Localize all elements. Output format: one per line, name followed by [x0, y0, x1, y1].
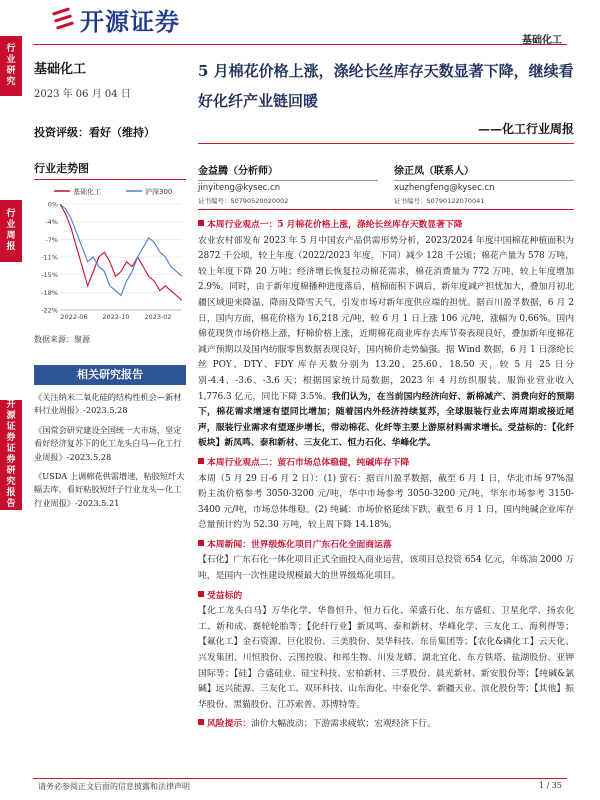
y-tick-label: -18% [41, 288, 58, 297]
bullet-icon [198, 719, 204, 725]
page-number: 1 / 35 [538, 781, 562, 790]
industry-title: 基础化工 [34, 62, 87, 77]
related-reports-list [34, 391, 186, 510]
side-strip-research: 行业研究 [0, 36, 22, 96]
investment-rating: 投资评级：看好（维持） [34, 126, 155, 139]
y-tick-label: -11% [41, 253, 58, 262]
analyst-2 [394, 162, 574, 205]
left-column [34, 58, 186, 516]
analyst-cert: 证书编号：S0790520020002 [198, 197, 289, 205]
series-line [60, 204, 182, 296]
report-title: 5 月棉花价格上涨，涤纶长丝库存天数显著下降，继续看好化纤产业链回暖 [198, 62, 574, 110]
side-strip-weekly: 行业周报 [0, 200, 22, 262]
footer-disclaimer: 请务必参阅正文后面的信息披露和法律声明 [38, 782, 190, 791]
legend-label: 沪深300 [145, 188, 173, 196]
x-tick-label: 2022-10 [102, 313, 130, 321]
logo-text: 开源证券 [80, 7, 180, 36]
trend-chart-title: 行业走势图 [34, 160, 186, 180]
section-1-conclusion: 我们认为，在当前国内经济向好、新棉减产、消费向好的预期下，棉花需求增速有望同比增加；随着国内外经济持续复苏，全球服装行业去库周期或接近尾声，服装行业需求有望逐步增长，带动棉花、化纤等主要上游原材料需求增长。受益标的：【化纤板块】新凤鸣、泰和新材、三友化工、恒力石化、华峰化学。 [198, 391, 574, 449]
section-4-body: 【化工龙头白马】万华化学、华鲁恒升、恒力石化、荣盛石化、东方盛虹、卫星化学、扬农化工、新和成、赛轮轮胎等；【化纤行业】新凤鸣、泰和新材、华峰化学、三友化工、海利得等；【氟化工】金石资源、巨化股份、三美股份、昊华科技、东岳集团等；【农化&磷化工】云天化、兴发集团、川恒股份、云图控股、和邦生物、川发龙蟒、湖北宜化、东方铁塔、盐湖股份、亚钾国际等；【硅】合盛硅业、硅宝科技、宏柏新材、三孚股份、晨光新材、新安股份等；【纯碱&氯碱】远兴能源、三友化工、双环科技、山东海化、中泰化学、新疆天业、滨化股份等；【其他】振华股份、黑猫股份、江苏索普、苏博特等。 [198, 606, 574, 710]
section-4-title: 受益标的 [198, 589, 574, 605]
data-source: 数据来源：聚源 [34, 335, 90, 344]
section-5-body: 油价大幅波动；下游需求疲软；宏观经济下行。 [251, 719, 436, 730]
analyst-1 [198, 162, 378, 205]
analyst-name: 徐正凤（联系人） [394, 166, 474, 177]
x-tick-label: 2022-06 [60, 313, 88, 321]
series-line [60, 204, 182, 300]
side-strip-brand: 开源证券 证券研究报告 [0, 400, 22, 510]
section-1-body: 农业农村部发布 2023 年 5 月中国农产品供需形势分析，2023/2024 年度中国棉花种植面积为 2872 千公顷，较上年度（2022/2023 年度，下同）减少 128 千公顷；棉花产量为 578 万吨，较上年度下降 20 万吨；经济增长恢复拉动棉花需求，棉花消费量为 772 万吨，较上年度增加 2.9%。同时，由于新年度棉播种进度落后，植棉面积下调后，新年度减产担忧加大，叠加月初北疆区域迎来降温、降雨及降雪天气，引发市场对新年度供应端的担忧。据百川盈孚数据，6 月 2 日，国内方面，棉花价格为 16,218 元/吨，较 6 月 1 日上涨 106 元/吨，涨幅为 0.66%。国内棉花现货市场价格上涨，籽棉价格上涨，近期棉花商业库存去库节奏表现良好，叠加新年度棉花减产预期以及国内纺服零售数据表现良好，国内棉价走势偏强。据 Wind 数据，6 月 1 日涤纶长丝 POY、DTY、FDY 库存天数分别为 13.20、25.60、18.50 天，较 5 月 25 日分别-4.4、-3.6、-3.6 天；根据国家统计局数据，2023 年 4 月纺织服装、服饰业营业收入 1,776.3 亿元，同比下降 3.5%。我们认为，在当前国内经济向好、新棉减产、消费向好的预期下，棉花需求增速有望同比增加；随着国内外经济持续复苏，全球服装行业去库周期或接近尾声，服装行业需求有望逐步增长，带动棉花、化纤等主要上游原材料需求增长。受益标的：【化纤板块】新凤鸣、泰和新材、三友化工、恒力石化、华峰化学。 [198, 235, 574, 449]
y-tick-label: -15% [41, 271, 58, 280]
report-date: 2023 年 06 月 04 日 [34, 89, 131, 100]
brand-logo [50, 4, 180, 34]
section-3-title: 本周新闻：世界级炼化项目广东石化全面商运落 [198, 538, 574, 554]
analyst-name: 金益腾（分析师） [198, 166, 278, 177]
analyst-email[interactable]: jinyiteng@kysec.cn [198, 180, 378, 193]
section-2-title: 本周行业观点二：萤石市场总体稳健，纯碱库存下降 [198, 456, 574, 472]
bullet-icon [198, 540, 204, 546]
bullet-icon [198, 458, 204, 464]
y-tick-label: 0% [47, 200, 58, 209]
section-3-body: 【石化】广东石化一体化项目正式全面投入商业运营，该项目总投资 654 亿元，年炼油 2000 万吨，是国内一次性建设规模最大的世界级炼化项目。 [198, 555, 574, 582]
bullet-icon [198, 220, 204, 226]
section-1-title: 本周行业观点一：5 月棉花价格上涨，涤纶长丝库存天数显著下降 [198, 218, 574, 234]
bullet-icon [198, 591, 204, 597]
logo-mark-icon [50, 7, 76, 31]
analyst-cert: 证书编号：S0790122070041 [394, 197, 485, 205]
related-reports-title: 相关研究报告 [34, 365, 186, 385]
section-2-body: 本周（5 月 29 日-6 月 2 日）：(1) 萤石：据百川盈孚数据，截至 6 月 1 日，华北市场 97%湿粉主流价格参考 3050-3200 元/吨，华中市场参考 3050-3200 元/吨，华东市场参考 3150-3400 元/吨，市场总体维稳。(2) 纯碱：市场价格延续下跌，截至 6 月 1 日，国内纯碱企业库存总量预计约为 52.30 万吨，较上周下降 14.18%。 [198, 473, 574, 531]
analyst-email[interactable]: xuzhengfeng@kysec.cn [394, 180, 574, 193]
main-column [198, 56, 574, 733]
section-5 [198, 717, 574, 733]
report-body [198, 218, 574, 733]
trend-chart [34, 182, 186, 332]
report-series: ——化工行业周报 [198, 120, 574, 144]
y-tick-label: -7% [45, 235, 58, 244]
y-tick-label: -4% [45, 218, 58, 227]
analyst-block [198, 162, 574, 210]
x-tick-label: 2023-02 [144, 313, 172, 321]
header-divider [33, 44, 567, 45]
footer-divider [33, 778, 567, 779]
category-tag: 基础化工 [522, 35, 562, 46]
trend-chart-svg [34, 182, 186, 332]
related-report-item[interactable]: 《国常会研究建设全国统一大市场，坚定看好经济复苏下的化工龙头白马—化工行业周报》-2023.5.28 [34, 424, 182, 462]
y-tick-label: -22% [41, 306, 58, 315]
section-5-title: 风险提示： [198, 719, 251, 729]
related-report-item[interactable]: 《关注纳米二氧化硅的结构性机会—新材料行业周报》-2023.5.28 [34, 392, 182, 416]
legend-label: 基础化工 [73, 188, 101, 196]
related-report-item[interactable]: 《USDA 上调棉花供需增速，粘胶短纤大幅去库，看好粘胶短纤子行业龙头—化工行业周报》-2023.5.21 [34, 471, 185, 508]
